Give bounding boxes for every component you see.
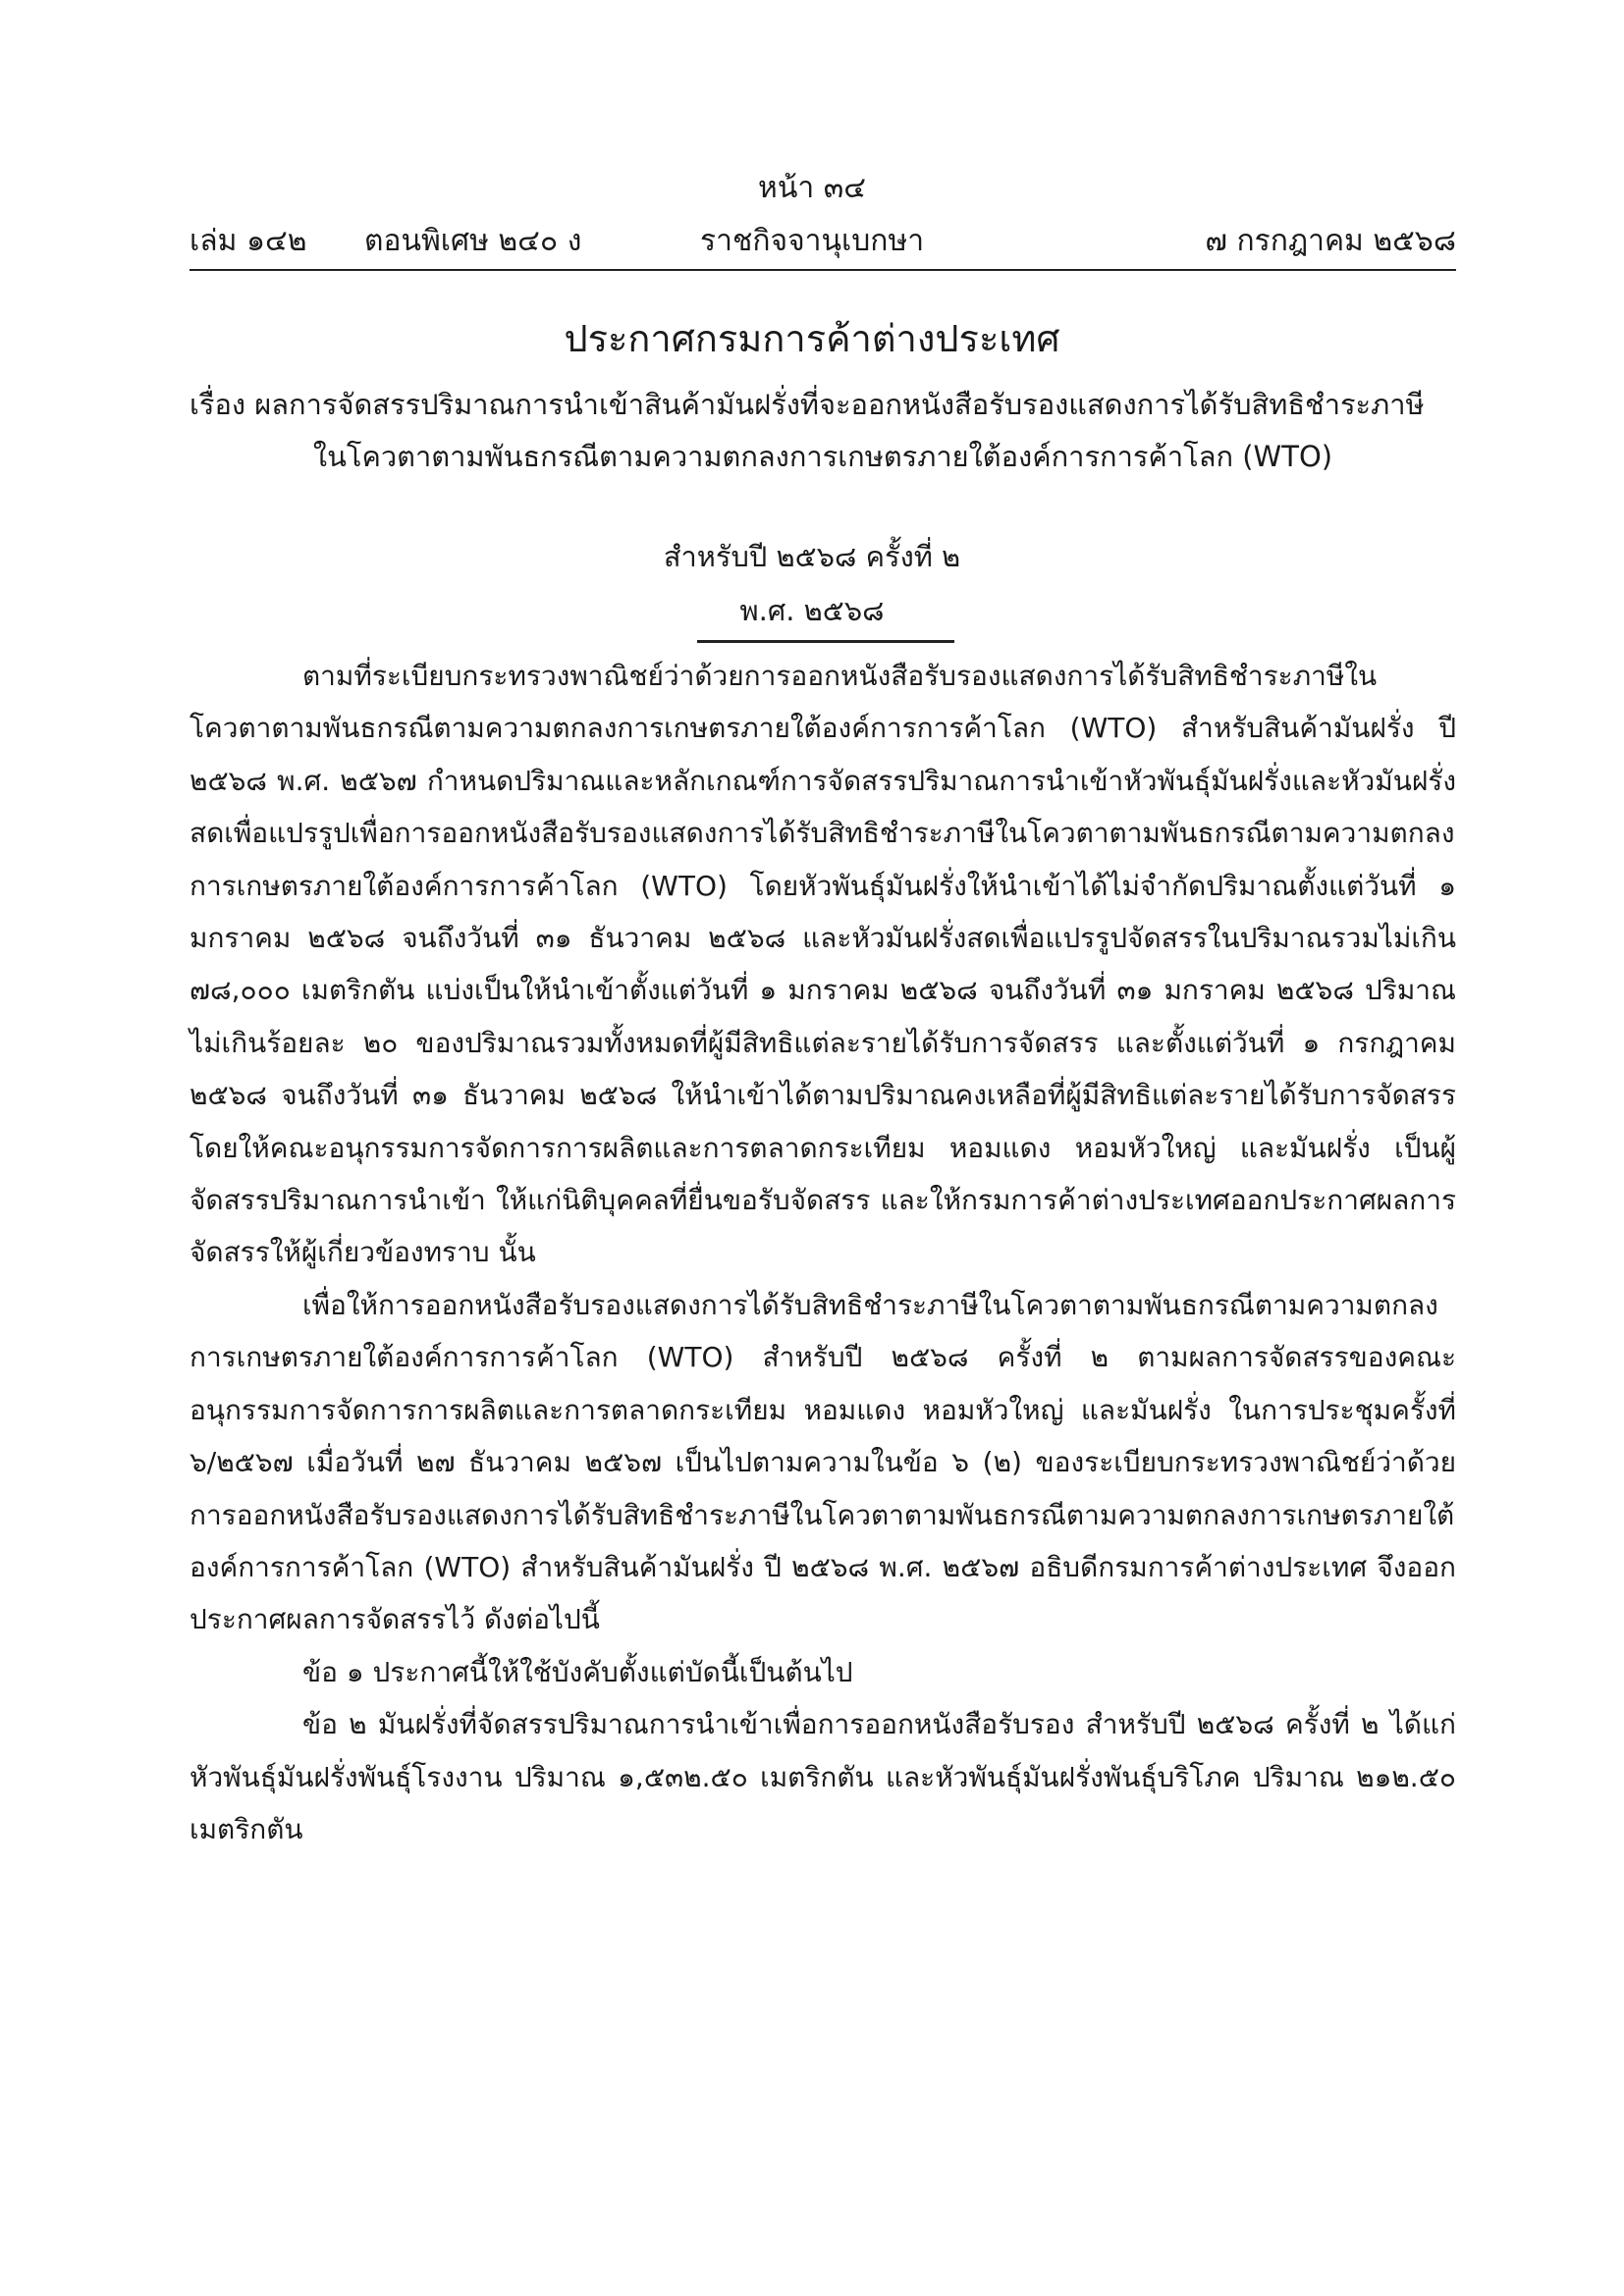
clause-1: ข้อ ๑ ประกาศนี้ให้ใช้บังคับตั้งแต่บัดนี้เป็นต้นไป bbox=[302, 1655, 853, 1688]
subject-line-1: เรื่อง ผลการจัดสรรปริมาณการนำเข้าสินค้ามันฝรั่งที่จะออกหนังสือรับรองแสดงการได้รับสิทธิชำระภาษี bbox=[189, 388, 1425, 421]
issue-label: ตอนพิเศษ ๒๔๐ ง bbox=[364, 224, 582, 258]
subject-line-2: ในโควตาตามพันธกรณีตามความตกลงการเกษตรภายใต้องค์การการค้าโลก (WTO) bbox=[312, 440, 1333, 473]
title-divider bbox=[697, 640, 954, 643]
announcement-title: ประกาศกรมการค้าต่างประเทศ bbox=[564, 317, 1060, 360]
publish-date: ๗ กรกฎาคม ๒๕๖๘ bbox=[1205, 224, 1456, 258]
page-number: หน้า ๓๔ bbox=[758, 171, 866, 205]
volume-label: เล่ม ๑๔๒ bbox=[189, 224, 307, 258]
header-divider bbox=[189, 269, 1456, 271]
subject-line-3: สำหรับปี ๒๕๖๘ ครั้งที่ ๒ bbox=[663, 540, 961, 573]
announcement-year: พ.ศ. ๒๕๖๘ bbox=[739, 594, 885, 627]
gazette-header bbox=[189, 220, 1456, 263]
announcement-subject bbox=[189, 379, 1456, 483]
paragraph-preamble: ตามที่ระเบียบกระทรวงพาณิชย์ว่าด้วยการออกหนังสือรับรองแสดงการได้รับสิทธิชำระภาษีในโควตาตามพันธกรณีตามความตกลงการเกษตรภายใต้องค์การการค้าโลก (WTO) สำหรับสินค้ามันฝรั่ง ปี ๒๕๖๘ พ.ศ. ๒๕๖๗ กำหนดปริมาณและหลักเกณฑ์การจัดสรรปริมาณการนำเข้าหัวพันธุ์มันฝรั่งและหัวมันฝรั่งสดเพื่อแปรรูปเพื่อการออกหนังสือรับรองแสดงการได้รับสิทธิชำระภาษีในโควตาตามพันธกรณีตามความตกลงการเกษตรภายใต้องค์การการค้าโลก (WTO) โดยหัวพันธุ์มันฝรั่งให้นำเข้าได้ไม่จำกัดปริมาณตั้งแต่วันที่ ๑ มกราคม ๒๕๖๘ จนถึงวันที่ ๓๑ ธันวาคม ๒๕๖๘ และหัวมันฝรั่งสดเพื่อแปรรูปจัดสรรในปริมาณรวมไม่เกิน ๗๘,๐๐๐ เมตริกตัน แบ่งเป็นให้นำเข้าตั้งแต่วันที่ ๑ มกราคม ๒๕๖๘ จนถึงวันที่ ๓๑ มกราคม ๒๕๖๘ ปริมาณไม่เกินร้อยละ ๒๐ ของปริมาณรวมทั้งหมดที่ผู้มีสิทธิแต่ละรายได้รับการจัดสรร และตั้งแต่วันที่ ๑ กรกฎาคม ๒๕๖๘ จนถึงวันที่ ๓๑ ธันวาคม ๒๕๖๘ ให้นำเข้าได้ตามปริมาณคงเหลือที่ผู้มีสิทธิแต่ละรายได้รับการจัดสรร โดยให้คณะอนุกรรมการจัดการการผลิตและการตลาดกระเทียม หอมแดง หอมหัวใหญ่ และมันฝรั่ง เป็นผู้จัดสรรปริมาณการนำเข้า ให้แก่นิติบุคคลที่ยื่นขอรับจัดสรร และให้กรมการค้าต่างประเทศออกประกาศผลการจัดสรรให้ผู้เกี่ยวข้องทราบ นั้น bbox=[189, 660, 1456, 1269]
paragraph-purpose: เพื่อให้การออกหนังสือรับรองแสดงการได้รับสิทธิชำระภาษีในโควตาตามพันธกรณีตามความตกลงการเกษตรภายใต้องค์การการค้าโลก (WTO) สำหรับปี ๒๕๖๘ ครั้งที่ ๒ ตามผลการจัดสรรของคณะอนุกรรมการจัดการการผลิตและการตลาดกระเทียม หอมแดง หอมหัวใหญ่ และมันฝรั่ง ในการประชุมครั้งที่ ๖/๒๕๖๗ เมื่อวันที่ ๒๗ ธันวาคม ๒๕๖๗ เป็นไปตามความในข้อ ๖ (๒) ของระเบียบกระทรวงพาณิชย์ว่าด้วยการออกหนังสือรับรองแสดงการได้รับสิทธิชำระภาษีในโควตาตามพันธกรณีตามความตกลงการเกษตรภายใต้องค์การการค้าโลก (WTO) สำหรับสินค้ามันฝรั่ง ปี ๒๕๖๘ พ.ศ. ๒๕๖๗ อธิบดีกรมการค้าต่างประเทศ จึงออกประกาศผลการจัดสรรไว้ ดังต่อไปนี้ bbox=[189, 1288, 1456, 1636]
clause-2: ข้อ ๒ มันฝรั่งที่จัดสรรปริมาณการนำเข้าเพื่อการออกหนังสือรับรอง สำหรับปี ๒๕๖๘ ครั้งที่ ๒ ได้แก่ หัวพันธุ์มันฝรั่งพันธุ์โรงงาน ปริมาณ ๑,๕๓๒.๕๐ เมตริกตัน และหัวพันธุ์มันฝรั่งพันธุ์บริโภค ปริมาณ ๒๑๒.๕๐ เมตริกตัน bbox=[189, 1708, 1456, 1845]
gazette-name: ราชกิจจานุเบกษา bbox=[700, 224, 925, 258]
announcement-body bbox=[189, 650, 1456, 1855]
